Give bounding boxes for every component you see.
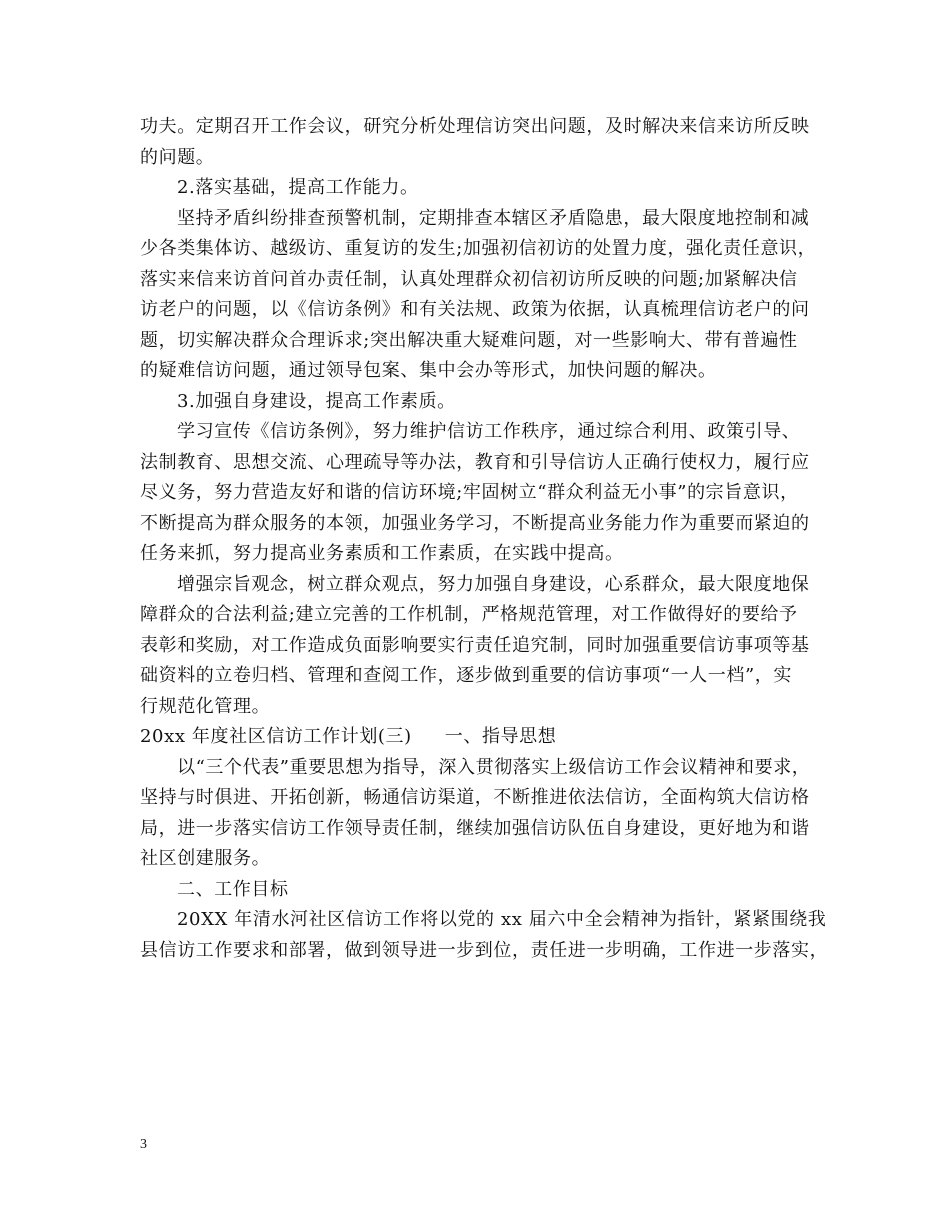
paragraph-line: 学习宣传《信访条例》，努力维护信访工作秩序，通过综合利用、政策引导、 bbox=[177, 421, 801, 442]
section-heading: 3.加强自身建设，提高工作素质。 bbox=[177, 390, 456, 412]
paragraph-line: 落实来信来访首问首办责任制，认真处理群众初信初访所反映的问题;加紧解决信 bbox=[140, 268, 798, 290]
paragraph-line: 尽义务，努力营造友好和谐的信访环境;牢固树立“群众利益无小事”的宗旨意识， bbox=[140, 482, 799, 503]
paragraph-line: 题，切实解决群众合理诉求;突出解决重大疑难问题，对一些影响大、带有普遍性 bbox=[140, 329, 798, 351]
document-body bbox=[140, 112, 829, 966]
paragraph-line: 法制教育、思想交流、心理疏导等办法，教育和引导信访人正确行使权力，履行应 bbox=[140, 451, 810, 473]
paragraph-line: 访老户的问题，以《信访条例》和有关法规、政策为依据，认真梳理信访老户的问 bbox=[140, 299, 810, 320]
paragraph-line: 县信访工作要求和部署，做到领导进一步到位，责任进一步明确，工作进一步落实， bbox=[140, 939, 829, 961]
document-title-row bbox=[140, 722, 820, 753]
section-heading: 一、指导思想 bbox=[444, 726, 557, 747]
paragraph-line: 局，进一步落实信访工作领导责任制，继续加强信访队伍自身建设，更好地为和谐 bbox=[140, 817, 810, 839]
paragraph-line: 表彰和奖励，对工作造成负面影响要实行责任追究制，同时加强重要信访事项等基 bbox=[140, 634, 810, 656]
paragraph-line: 行规范化管理。 bbox=[140, 695, 271, 717]
paragraph-line: 20XX 年清水河社区信访工作将以党的 xx 届六中全会精神为指针，紧紧围绕我 bbox=[177, 909, 827, 930]
paragraph-line: 不断提高为群众服务的本领，加强业务学习，不断提高业务能力作为重要而紧迫的 bbox=[140, 512, 810, 534]
document-title: 20xx 年度社区信访工作计划(三) bbox=[140, 726, 412, 747]
paragraph-line: 以“三个代表”重要思想为指导，深入贯彻落实上级信访工作会议精神和要求， bbox=[177, 756, 811, 778]
section-heading: 二、工作目标 bbox=[177, 878, 289, 900]
paragraph-line: 障群众的合法利益;建立完善的工作机制，严格规范管理，对工作做得好的要给予 bbox=[140, 604, 798, 625]
paragraph-line: 础资料的立卷归档、管理和查阅工作，逐步做到重要的信访事项“一人一档”，实 bbox=[140, 665, 793, 686]
paragraph-line: 任务来抓，努力提高业务素质和工作素质，在实践中提高。 bbox=[140, 543, 624, 564]
paragraph-line: 增强宗旨观念，树立群众观点，努力加强自身建设，心系群众，最大限度地保 bbox=[177, 573, 810, 595]
paragraph-line: 社区创建服务。 bbox=[140, 848, 271, 869]
paragraph-line: 坚持与时俱进、开拓创新，畅通信访渠道，不断推进依法信访，全面构筑大信访格 bbox=[140, 787, 810, 808]
paragraph-line: 坚持矛盾纠纷排查预警机制，定期排查本辖区矛盾隐患，最大限度地控制和减 bbox=[177, 207, 810, 229]
page-number: 3 bbox=[140, 1137, 147, 1152]
paragraph-line: 的疑难信访问题，通过领导包案、集中会办等形式，加快问题的解决。 bbox=[140, 360, 717, 381]
paragraph-line: 少各类集体访、越级访、重复访的发生;加强初信初访的处置力度，强化责任意识， bbox=[140, 238, 817, 259]
section-heading: 2.落实基础，提高工作能力。 bbox=[177, 177, 419, 198]
paragraph-line: 功夫。定期召开工作会议，研究分析处理信访突出问题，及时解决来信来访所反映 bbox=[140, 116, 810, 137]
paragraph-line: 的问题。 bbox=[140, 146, 215, 168]
